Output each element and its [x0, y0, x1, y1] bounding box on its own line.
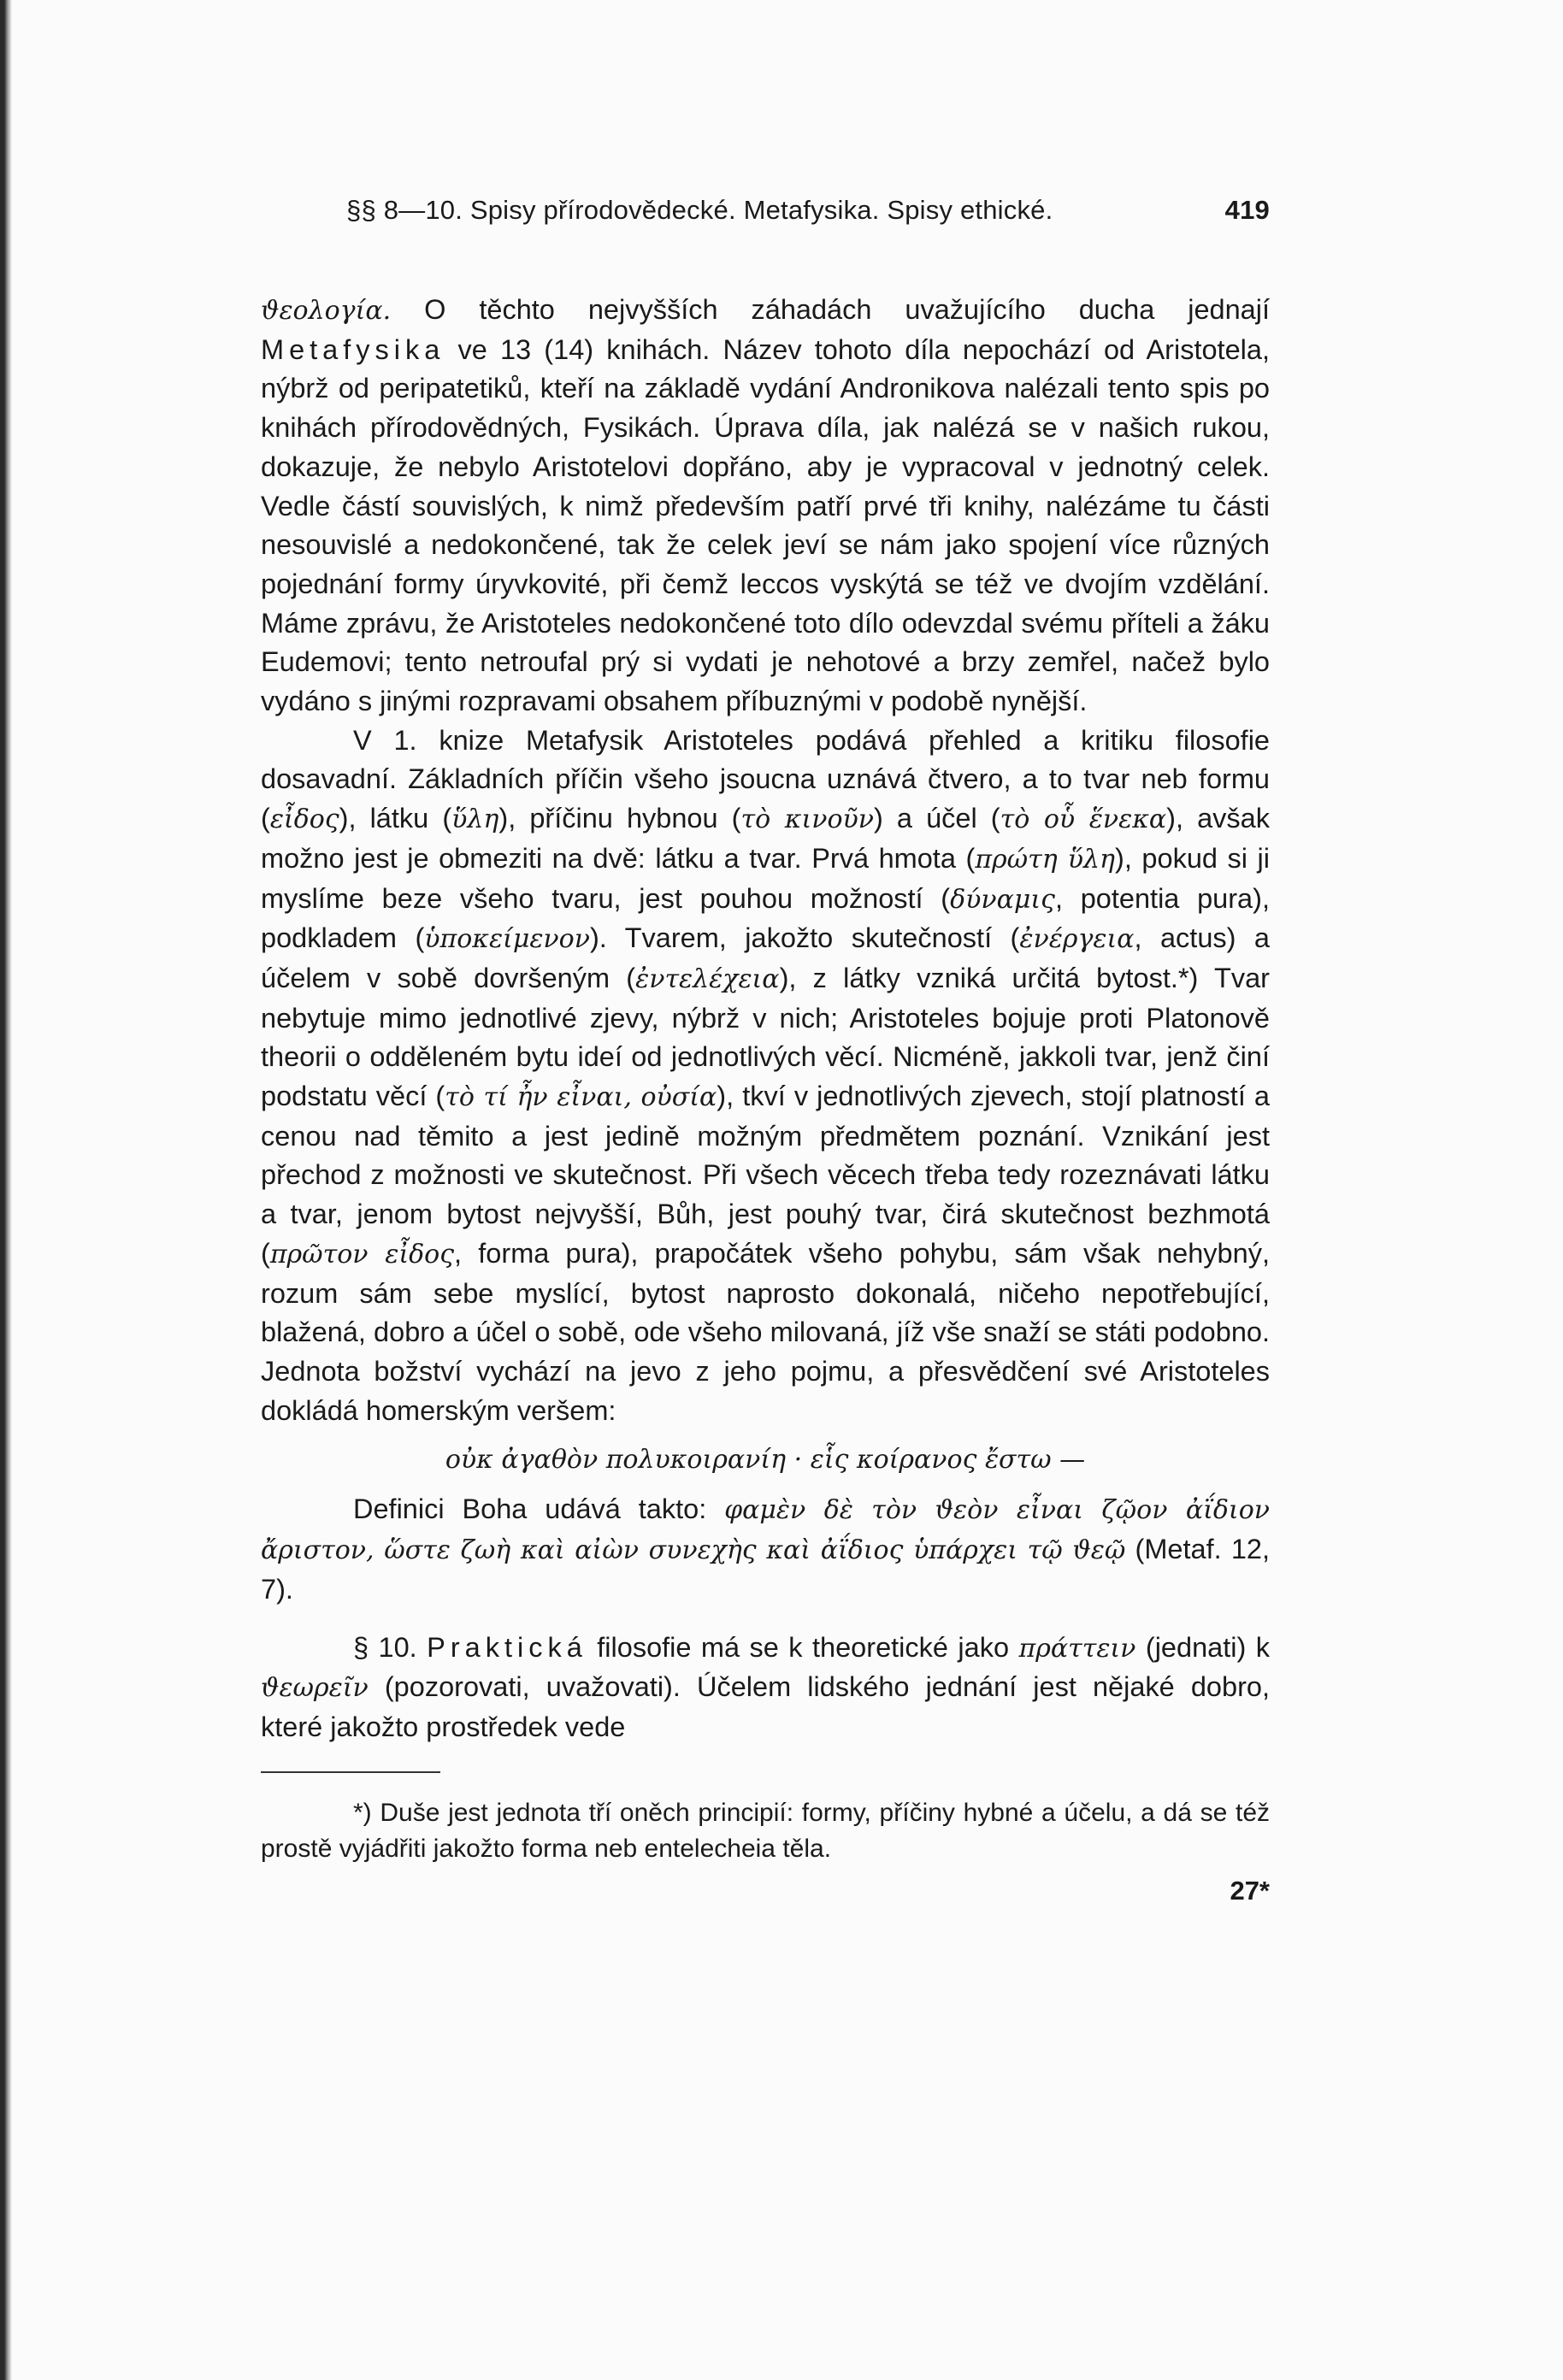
page-number: 419 — [1224, 195, 1270, 225]
paragraph-3 — [261, 1490, 1270, 1609]
greek-term: τὸ κινοῦν — [740, 804, 874, 835]
footnote-rule — [261, 1771, 440, 1773]
page-edge-shadow — [0, 0, 12, 2380]
running-head-title: §§ 8—10. Spisy přírodovědecké. Metafysika. Spisy ethické. — [346, 195, 1053, 225]
text-run: (pozorovati, uvažovati). Účelem lidského jednání jest nějaké dobro, které jakožto prostředek vede — [261, 1671, 1270, 1742]
text-run: ), příčinu hybnou ( — [498, 803, 741, 834]
signature-mark: 27* — [1230, 1875, 1270, 1906]
text-run: ). Tvarem, jakožto skutečností ( — [589, 922, 1020, 954]
running-head — [346, 195, 1270, 238]
paragraph-1 — [261, 291, 1270, 722]
footnote — [261, 1795, 1270, 1867]
spaced-term: Praktická — [427, 1631, 587, 1663]
greek-term: τὸ τί ἦν εἶναι, οὐσία — [445, 1082, 717, 1113]
text-run: filosofie má se k theoretické jako — [587, 1631, 1019, 1663]
homeric-verse: οὐκ ἀγαθὸν πολυκοιρανίη · εἷς κοίρανος ἔστω — — [445, 1445, 1086, 1476]
paragraph-4 — [261, 1629, 1270, 1747]
text-run: (Metaf. 12, 7). — [261, 1534, 1270, 1605]
text-run: O těchto nejvyšších záhadách uvažujícího ducha jednají — [391, 294, 1270, 325]
text-run: , actus) a účelem v sobě dovršeným ( — [261, 922, 1270, 993]
greek-term: ϑεολογία. — [261, 296, 392, 326]
greek-term: ἐντελέχεια — [635, 963, 780, 994]
greek-term: τὸ οὗ ἕνεκα — [1000, 804, 1167, 835]
spaced-term: Metafysika — [261, 333, 445, 365]
footnote-text: *) Duše jest jednota tří oněch principií: formy, příčiny hybné a účelu, a dá se též prostě vyjádřiti jakožto forma neb entelecheia těla. — [261, 1798, 1270, 1863]
text-run: ve 13 (14) knihách. Název tohoto díla nepochází od Aristotela, nýbrž od peripatetiků, kteří na základě vydání Andronikova nalézali tento spis po knihách přírodovědných, Fysikách. Úprava díla, jak nalézá se v našich rukou, dokazuje, že nebylo Aristotelovi dopřáno, aby je vypracoval v jednotný celek. Vedle částí souvislých, k nimž především patří prvé tři knihy, nalézáme tu části nesouvislé a nedokončené, tak že celek jeví se nám jako spojení více různých pojednání formy úryvkovité, při čemž leccos vyskýtá se též ve dvojím vzdělání. Máme zprávu, že Aristoteles nedokončené toto dílo odevzdal svému příteli a žáku Eudemovi; tento netroufal prý si vydati je nehotové a brzy zemřel, načež bylo vydáno s jinými rozpravami obsahem příbuznými v podobě nynější. — [261, 333, 1270, 717]
text-run: ), z látky vzniká určitá bytost.*) Tvar nebytuje mimo jednotlivé zjevy, nýbrž v nich; Aristoteles bojuje proti Platonově theorii o odděleném bytu ideí od jednotlivých věcí. Nicméně, jakkoli tvar, jenž činí podstatu věcí ( — [261, 962, 1270, 1112]
greek-term: δύναμις — [950, 884, 1055, 915]
book-page — [261, 195, 1270, 1906]
text-run: Definici Boha udává takto: — [353, 1493, 725, 1525]
text-run: , potentia pura), podkladem ( — [261, 882, 1270, 954]
greek-term: ἐνέργεια — [1019, 924, 1135, 955]
text-run: ), látku ( — [339, 803, 452, 834]
greek-term: ϑεωρεῖν — [261, 1673, 369, 1704]
greek-term: ὑποκείμενον — [424, 924, 590, 955]
text-run: (jednati) k — [1135, 1631, 1270, 1663]
text-run: ), tkví v jednotlivých zjevech, stojí platností a cenou nad těmito a jest jedině možným předmětem poznání. Vznikání jest přechod z možnosti ve skutečnost. Při všech věcech třeba tedy rozeznávati látku a tvar, jenom bytost nejvyšší, Bůh, jest pouhý tvar, čirá skutečnost bezhmotá ( — [261, 1081, 1271, 1269]
greek-term: ὕλη — [451, 804, 499, 835]
greek-term: πρῶτον εἶδος — [269, 1239, 455, 1270]
greek-term: πράττειν — [1018, 1633, 1136, 1664]
text-run: ), pokud si ji myslíme beze všeho tvaru, jest pouhou možností ( — [261, 842, 1270, 914]
body-text — [261, 291, 1270, 1747]
text-run: ) a účel ( — [873, 803, 1000, 834]
section-gap — [261, 1610, 1270, 1629]
text-run: ), avšak možno jest je obmeziti na dvě: látku a tvar. Prvá hmota ( — [261, 803, 1270, 874]
greek-term: πρώτη ὕλη — [975, 844, 1115, 875]
text-run: , forma pura), prapočátek všeho pohybu, sám však nehybný, rozum sám sebe myslící, bytost naprosto dokonalá, ničeho nepotřebující, blažená, dobro a účel o sobě, ode všeho milovaná, jíž vše snaží se státi podobno. Jednota božství vychází na jevo z jeho pojmu, a přesvědčení své Aristoteles dokládá homerským veršem: — [261, 1237, 1270, 1426]
text-run: V 1. knize Metafysik Aristoteles podává přehled a kritiku filosofie dosavadní. Základních příčin všeho jsoucna uznává čtvero, a to tvar neb formu ( — [261, 724, 1270, 834]
greek-term: εἶδος — [269, 804, 339, 835]
text-run: § 10. — [353, 1631, 428, 1663]
greek-quote: φαμὲν δὲ τὸν ϑεὸν εἶναι ζῷον ἀΐδιον ἄριστον, ὥστε ζωὴ καὶ αἰὼν συνεχὴς καὶ ἀΐδιος ὑπάρχει τῷ ϑεῷ — [261, 1495, 1270, 1566]
paragraph-2 — [261, 722, 1270, 1431]
